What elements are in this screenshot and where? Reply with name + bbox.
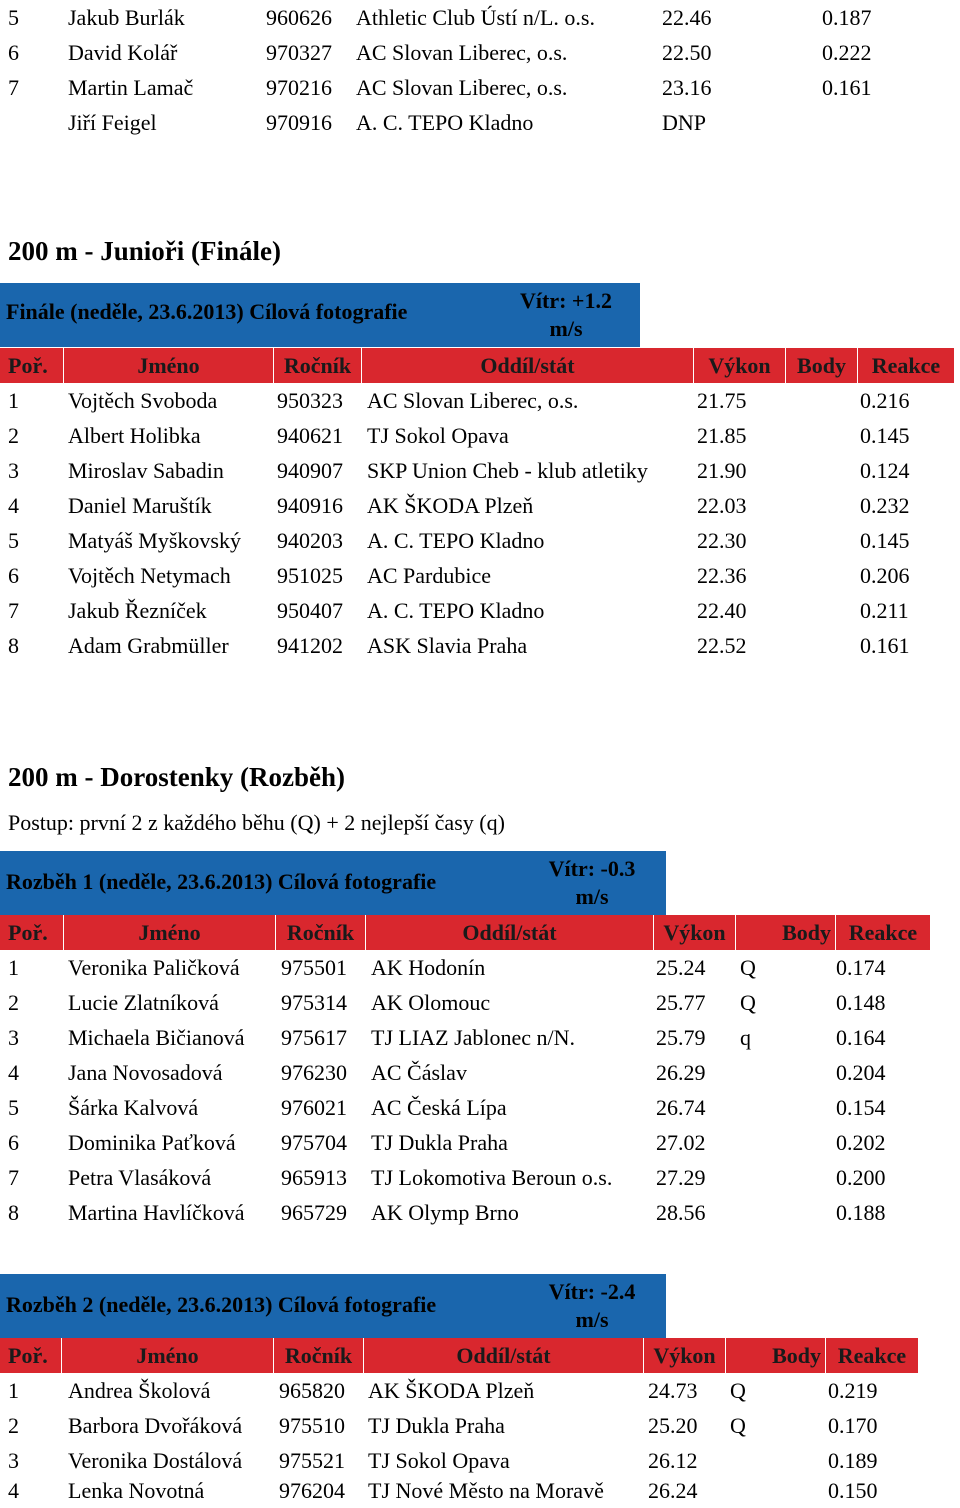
- table-row: 5 Matyáš Myškovský 940203 A. C. TEPO Kladno 22.30 0.145: [8, 528, 910, 553]
- table-row: Jiří Feigel 970916 A. C. TEPO Kladno DNP: [68, 110, 707, 135]
- col-header: Poř.: [0, 1338, 62, 1373]
- col-header: Poř.: [0, 915, 64, 950]
- col-header: Ročník: [276, 915, 366, 950]
- table-row: 2 Albert Holibka 940621 TJ Sokol Opava 21.85 0.145: [8, 423, 910, 448]
- section-title: 200 m - Dorostenky (Rozběh): [8, 762, 345, 792]
- heat-header: [0, 851, 666, 915]
- table-row: 1 Veronika Paličková 975501 AK Hodonín 25.24 Q 0.174: [8, 955, 886, 980]
- table-row: 7 Petra Vlasáková 965913 TJ Lokomotiva Beroun o.s. 27.29 0.200: [8, 1165, 886, 1190]
- table-header: [0, 915, 930, 950]
- table-row: 4 Daniel Maruštík 940916 AK ŠKODA Plzeň 22.03 0.232: [8, 493, 910, 518]
- table-row: 1 Andrea Školová 965820 AK ŠKODA Plzeň 24.73 Q 0.219: [8, 1378, 878, 1403]
- table-row: 6 Dominika Paťková 975704 TJ Dukla Praha 27.02 0.202: [8, 1130, 886, 1155]
- col-header: Ročník: [274, 1338, 364, 1373]
- col-header: Body: [786, 348, 858, 383]
- wind-info: Vítr: -0.3 m/s: [548, 856, 636, 909]
- table-row: 6 Vojtěch Netymach 951025 AC Pardubice 22.36 0.206: [8, 563, 910, 588]
- col-header: Poř.: [0, 348, 64, 383]
- col-header: Oddíl/stát: [366, 915, 654, 950]
- col-header: Ročník: [274, 348, 362, 383]
- col-header: Body: [736, 915, 836, 950]
- table-row: 2 Lucie Zlatníková 975314 AK Olomouc 25.77 Q 0.148: [8, 990, 886, 1015]
- table-row: 1 Vojtěch Svoboda 950323 AC Slovan Liberec, o.s. 21.75 0.216: [8, 388, 910, 413]
- table-header: [0, 1338, 918, 1373]
- table-row: 3 Miroslav Sabadin 940907 SKP Union Cheb - klub atletiky 21.90 0.124: [8, 458, 910, 483]
- section-title: 200 m - Junioři (Finále): [8, 236, 281, 266]
- table-header: [0, 348, 954, 383]
- col-header: Reakce: [848, 920, 918, 945]
- col-header: Výkon: [654, 915, 736, 950]
- table-row: 6 David Kolář 970327 AC Slovan Liberec, o.s. 22.50 0.222: [8, 40, 872, 65]
- col-header: Oddíl/stát: [362, 348, 694, 383]
- heat-header: [0, 1274, 666, 1338]
- table-row: 8 Martina Havlíčková 965729 AK Olymp Brno 28.56 0.188: [8, 1200, 886, 1225]
- wind-info: Vítr: +1.2 m/s: [520, 288, 612, 341]
- table-row: 2 Barbora Dvořáková 975510 TJ Dukla Praha 25.20 Q 0.170: [8, 1413, 878, 1438]
- table-row: 4 Lenka Novotná 976204 TJ Nové Město na Moravě 26.24 0.150: [8, 1478, 878, 1503]
- col-header: Výkon: [694, 348, 786, 383]
- table-row: 3 Veronika Dostálová 975521 TJ Sokol Opava 26.12 0.189: [8, 1448, 878, 1473]
- table-row: 7 Martin Lamač 970216 AC Slovan Liberec, o.s. 23.16 0.161: [8, 75, 872, 100]
- heat-label: Rozběh 2 (neděle, 23.6.2013) Cílová fotografie: [6, 1292, 437, 1317]
- heat-label: Finále (neděle, 23.6.2013) Cílová fotografie: [6, 299, 408, 324]
- heat-label: Rozběh 1 (neděle, 23.6.2013) Cílová fotografie: [6, 869, 437, 894]
- wind-info: Vítr: -2.4 m/s: [548, 1279, 636, 1332]
- col-header: Výkon: [644, 1338, 726, 1373]
- table-row: 8 Adam Grabmüller 941202 ASK Slavia Praha 22.52 0.161: [8, 633, 910, 658]
- advancement-note: Postup: první 2 z každého běhu (Q) + 2 nejlepší časy (q): [8, 810, 505, 835]
- col-header: Jméno: [64, 915, 276, 950]
- col-header: Oddíl/stát: [364, 1338, 644, 1373]
- table-row: 5 Jakub Burlák 960626 Athletic Club Ústí n/L. o.s. 22.46 0.187: [8, 5, 872, 30]
- col-header: Jméno: [64, 348, 274, 383]
- table-row: 7 Jakub Řezníček 950407 A. C. TEPO Kladno 22.40 0.211: [8, 598, 909, 623]
- col-header: Reakce: [871, 353, 941, 378]
- col-header: Body: [726, 1338, 826, 1373]
- heat-header: [0, 283, 640, 347]
- col-header: Jméno: [62, 1338, 274, 1373]
- table-row: 4 Jana Novosadová 976230 AC Čáslav 26.29 0.204: [8, 1060, 886, 1085]
- table-row: 3 Michaela Bičianová 975617 TJ LIAZ Jablonec n/N. 25.79 q 0.164: [8, 1025, 886, 1050]
- col-header: Reakce: [837, 1343, 907, 1368]
- table-row: 5 Šárka Kalvová 976021 AC Česká Lípa 26.74 0.154: [8, 1095, 886, 1120]
